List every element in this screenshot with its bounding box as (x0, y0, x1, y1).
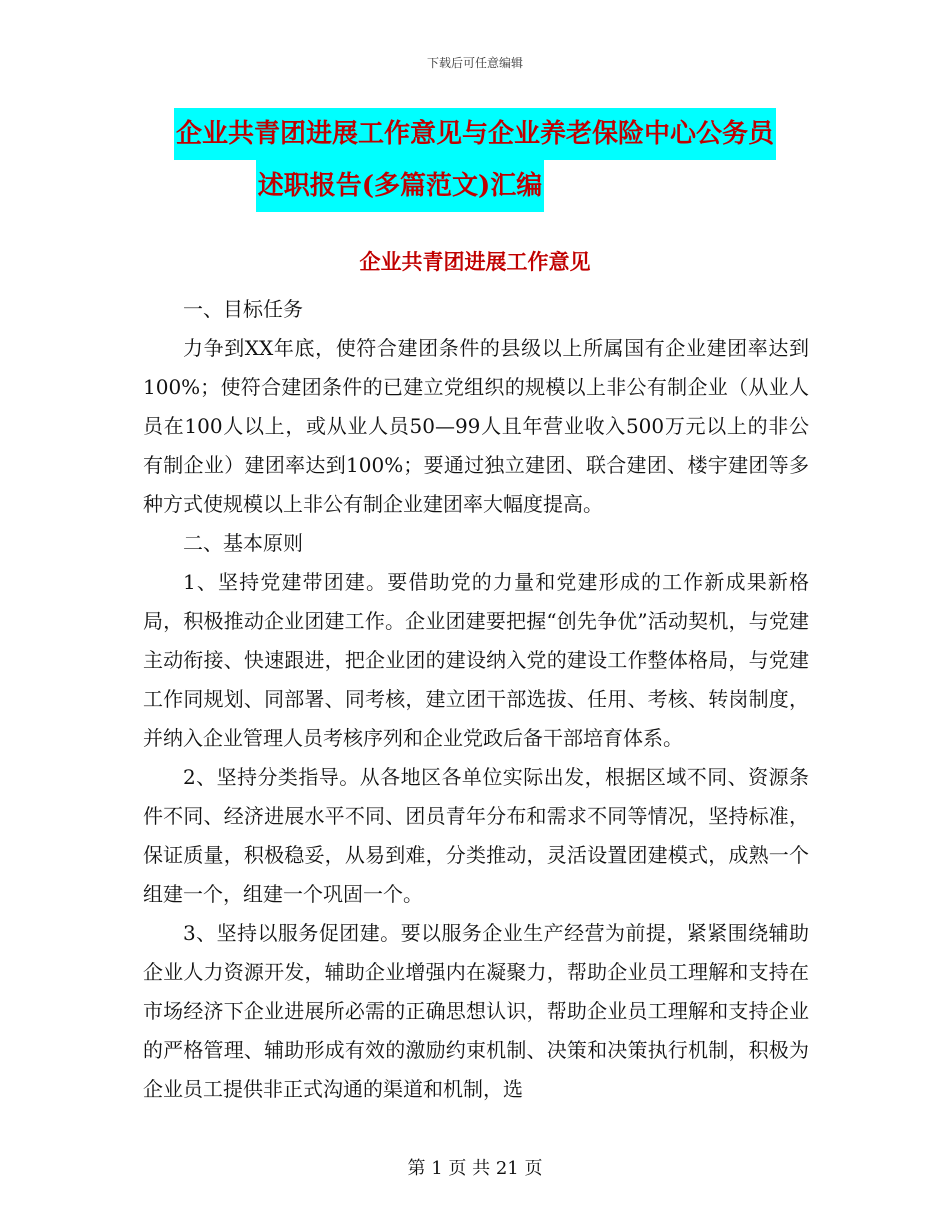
document-body (143, 290, 809, 1109)
document-title-line-1: 企业共青团进展工作意见与企业养老保险中心公务员 (174, 108, 776, 160)
document-title-line-2: 述职报告(多篇范文)汇编 (256, 160, 545, 212)
header-note: 下载后可任意编辑 (426, 56, 523, 70)
paragraph: 力争到XX年底，使符合建团条件的县级以上所属国有企业建团率达到100%；使符合建团条件的已建立党组织的规模以上非公有制企业（从业人员在100人以上，或从业人员50—99人且年营业收入500万元以上的非公有制企业）建团率达到100%；要通过独立建团、联合建团、楼宇建团等多种方式使规模以上非公有制企业建团率大幅度提高。 (143, 336, 809, 516)
section-title: 企业共青团进展工作意见 (359, 249, 591, 274)
heading-principles: 二、基本原则 (183, 531, 303, 555)
document-title (0, 108, 950, 212)
paragraph: 3、坚持以服务促团建。要以服务企业生产经营为前提，紧紧围绕辅助企业人力资源开发，辅助企业增强内在凝聚力，帮助企业员工理解和支持在市场经济下企业进展所必需的正确思想认识，帮助企业员工理解和支持企业的严格管理、辅助形成有效的激励约束机制、决策和决策执行机制，积极为企业员工提供非正式沟通的渠道和机制，选 (143, 921, 809, 1101)
paragraph: 2、坚持分类指导。从各地区各单位实际出发，根据区域不同、资源条件不同、经济进展水平不同、团员青年分布和需求不同等情况，坚持标准，保证质量，积极稳妥，从易到难，分类推动，灵活设置团建模式，成熟一个组建一个，组建一个巩固一个。 (143, 765, 809, 906)
paragraph: 1、坚持党建带团建。要借助党的力量和党建形成的工作新成果新格局，积极推动企业团建工作。企业团建要把握“创先争优”活动契机，与党建主动衔接、快速跟进，把企业团的建设纳入党的建设工作整体格局，与党建工作同规划、同部署、同考核，建立团干部选拔、任用、考核、转岗制度，并纳入企业管理人员考核序列和企业党政后备干部培育体系。 (143, 570, 809, 750)
heading-goals: 一、目标任务 (183, 297, 303, 321)
page-number: 第 1 页 共 21 页 (407, 1158, 543, 1179)
